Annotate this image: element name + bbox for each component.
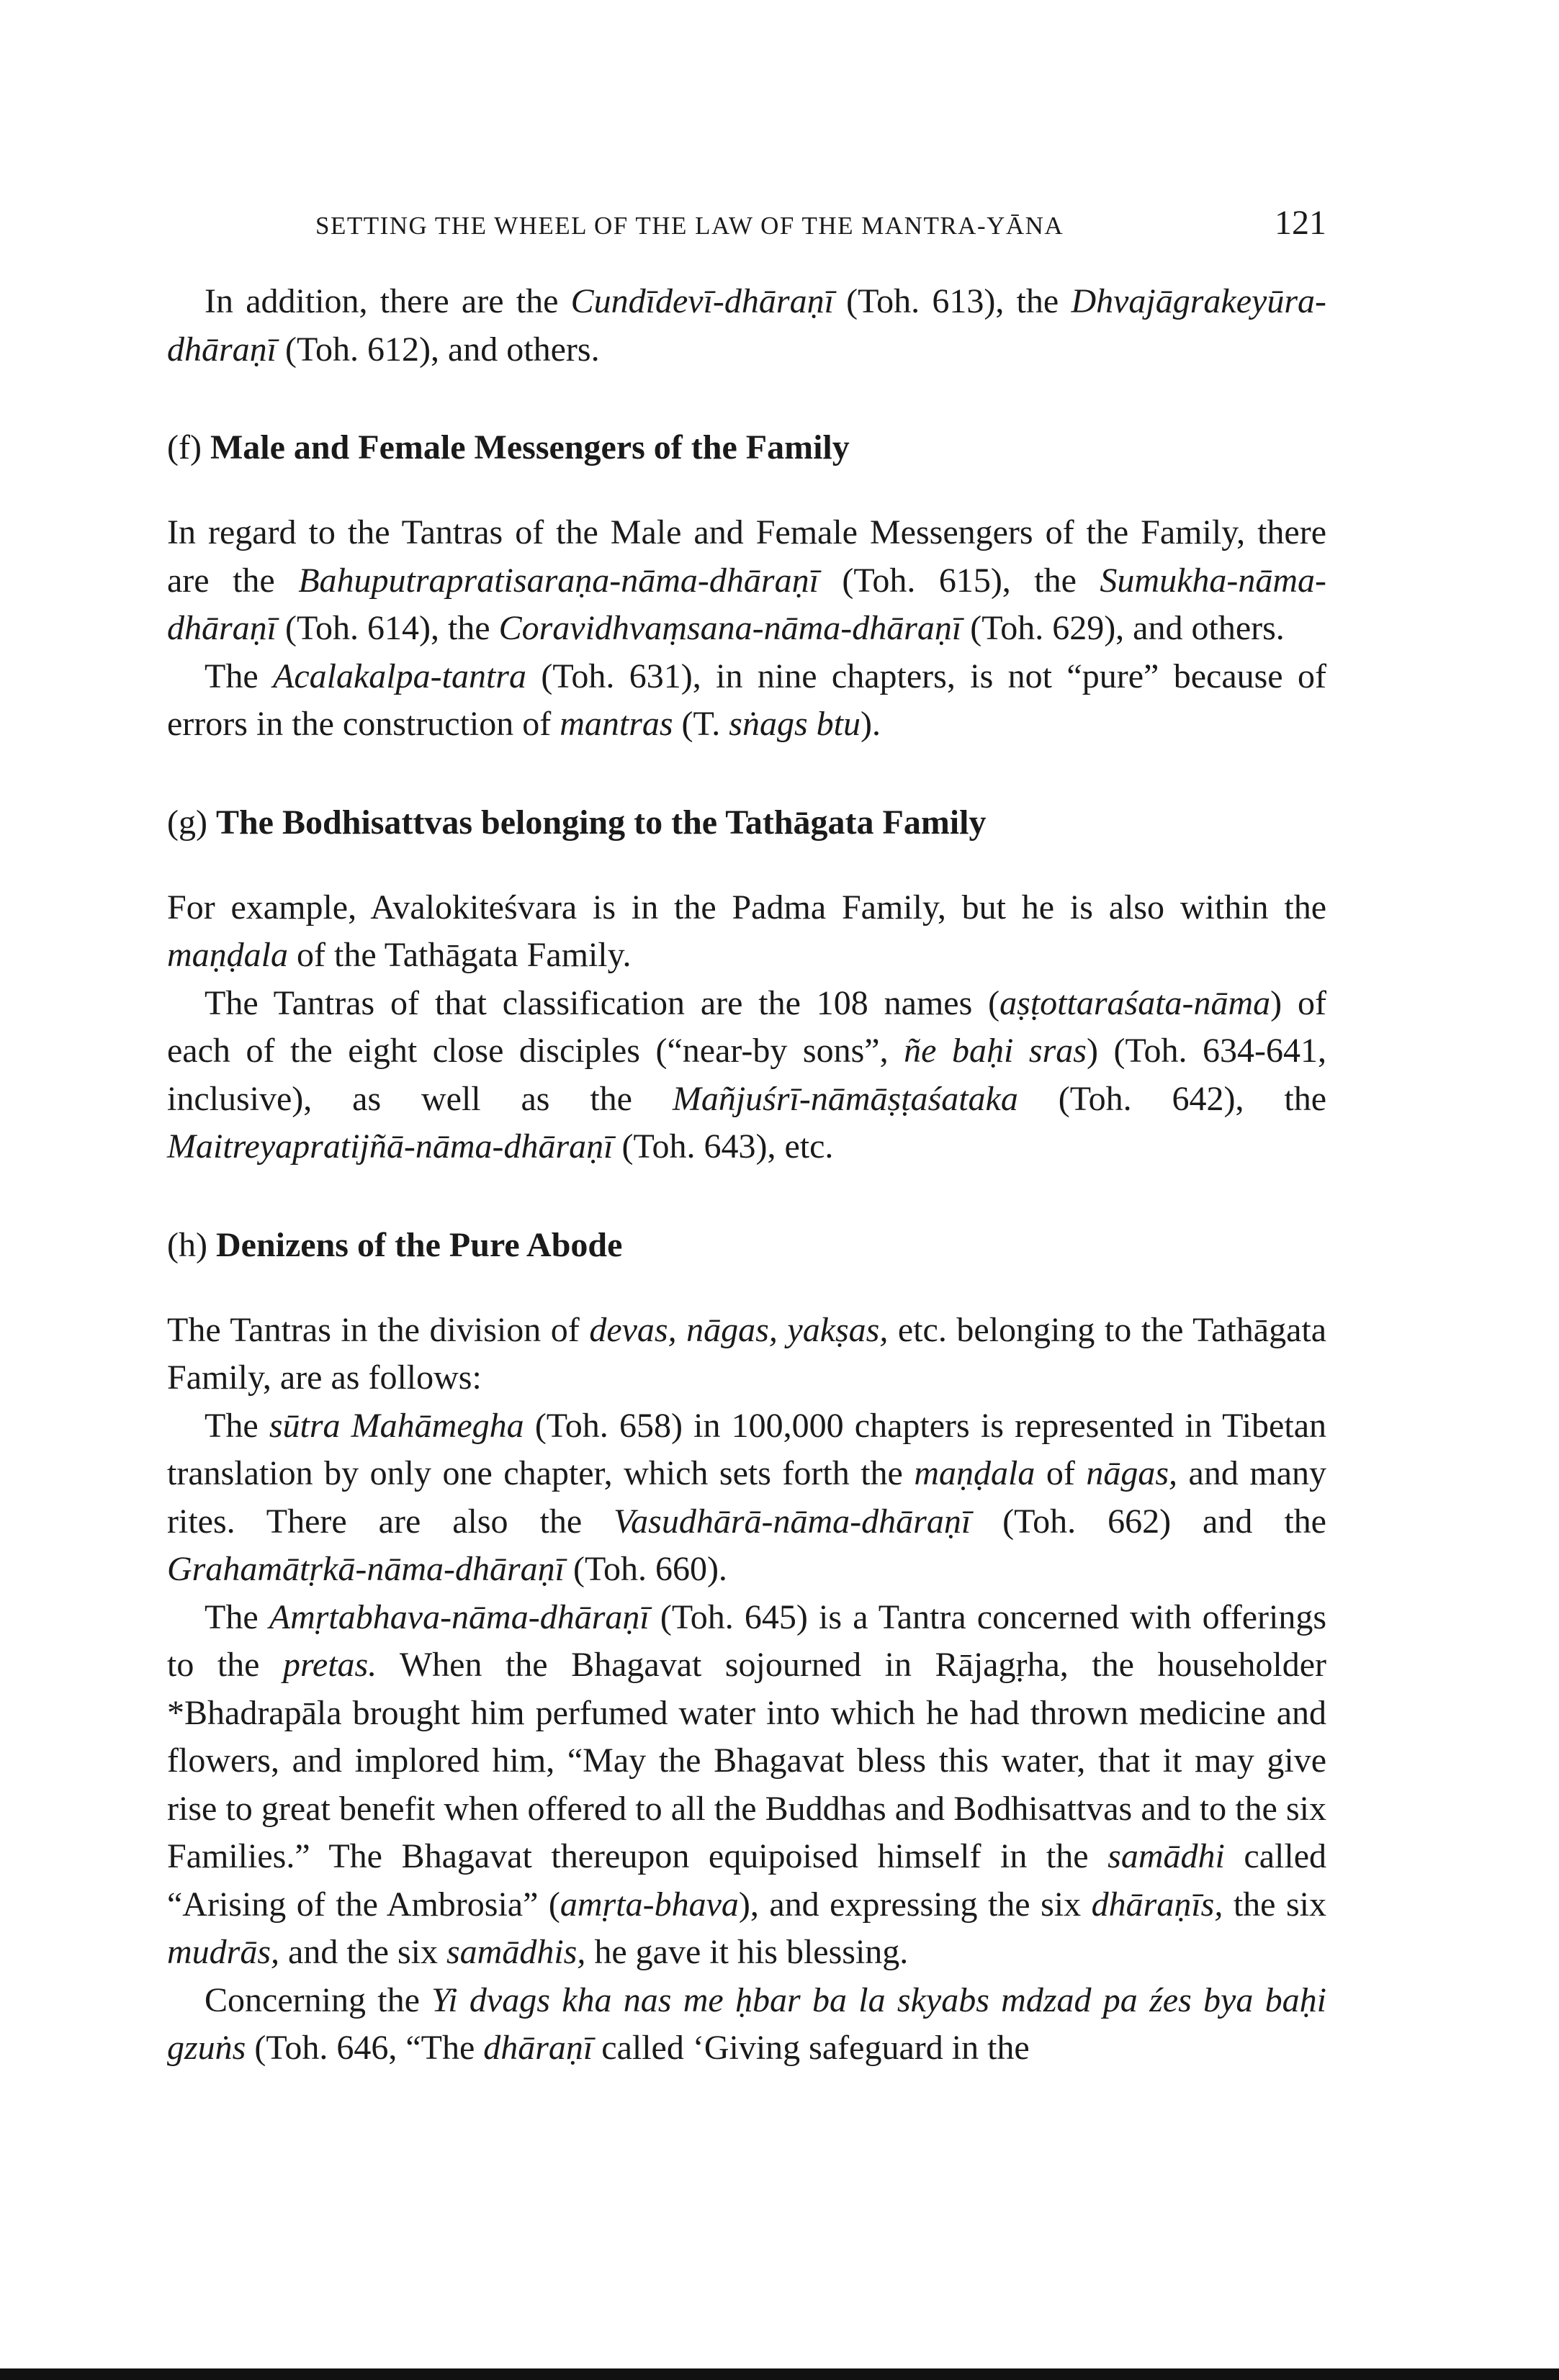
italic-term: dhāraṇīs, (1091, 1885, 1223, 1924)
body-paragraph: The Tantras in the division of devas, nāgas, yakṣas, etc. belonging to the Tathāgata Family, are as follows: (167, 1310, 1327, 1397)
intro-paragraph: In addition, there are the Cundīdevī-dhāraṇī (Toh. 613), the Dhvajāgrakeyūra-dhāraṇī (Toh. 612), and others. (167, 282, 1326, 369)
italic-term: Yi dvags kha nas me ḥbar ba la skyabs mdzad pa źes bya baḥi gzuṅs (167, 1980, 1326, 2067)
italic-term: mudrās, (167, 1933, 280, 1971)
italic-term: mantras (560, 705, 673, 743)
italic-term: nāgas, (1086, 1454, 1178, 1492)
section-title: The Bodhisattvas belonging to the Tathāgata Family (215, 803, 987, 842)
italic-term: samādhi (1108, 1837, 1225, 1875)
italic-term: dhāraṇī (483, 2029, 593, 2067)
italic-term: sūtra Mahāmegha (269, 1406, 524, 1445)
section-label: (h) (167, 1225, 207, 1264)
italic-term: maṇḍala (167, 936, 288, 974)
italic-term: Grahamātṛkā-nāma-dhāraṇī (167, 1550, 565, 1588)
body-paragraph: For example, Avalokiteśvara is in the Padma Family, but he is also within the maṇḍala of the Tathāgata Family. (167, 888, 1326, 974)
section-heading (167, 424, 1326, 472)
body-paragraph: The Amṛtabhava-nāma-dhāraṇī (Toh. 645) is a Tantra concerned with offerings to the pretas. When the Bhagavat sojourned in Rājagṛha, the householder *Bhadrapāla brought him perfumed water into which he had thrown medicine and flowers, and implored him, “May the Bhagavat bless this water, that it may give rise to great benefit when offered to all the Buddhas and Bodhisattvas and to the six Families.” The Bhagavat thereupon equipoised himself in the samādhi called “Arising of the Ambrosia” (amṛta-bhava), and expressing the six dhāraṇīs, the six mudrās, and the six samādhis, he gave it his blessing. (167, 1597, 1327, 1971)
section-title: Denizens of the Pure Abode (215, 1225, 623, 1264)
italic-term: Bahuputrapratisaraṇa-nāma-dhāraṇī (298, 561, 819, 600)
section-label: (g) (167, 803, 207, 842)
running-head (167, 202, 1326, 252)
book-page (167, 202, 1326, 2073)
body-paragraph: The sūtra Mahāmegha (Toh. 658) in 100,000 chapters is represented in Tibetan translation by only one chapter, which sets forth the maṇḍala of nāgas, and many rites. There are also the Vasudhārā-nāma-dhāraṇī (Toh. 662) and the Grahamātṛkā-nāma-dhāraṇī (Toh. 660). (167, 1406, 1327, 1588)
section-title: Male and Female Messengers of the Family (210, 428, 850, 466)
italic-term: Cundīdevī-dhāraṇī (570, 282, 834, 320)
running-title: SETTING THE WHEEL OF THE LAW OF THE MANTRA-YĀNA (315, 212, 1064, 240)
sections-container (167, 424, 1326, 2073)
italic-term: amṛta-bhava (560, 1885, 739, 1924)
italic-term: ñe baḥi sras (904, 1032, 1087, 1070)
scan-bottom-edge (0, 2368, 1559, 2380)
italic-term: Acalakalpa-tantra (273, 657, 526, 695)
italic-term: maṇḍala (914, 1454, 1035, 1492)
italic-term: samādhis, (446, 1933, 586, 1971)
page-number: 121 (1275, 204, 1326, 242)
body-paragraph: Concerning the Yi dvags kha nas me ḥbar ba la skyabs mdzad pa źes bya baḥi gzuṅs (Toh. 646, “The dhāraṇī called ‘Giving safeguard in the (167, 1980, 1326, 2067)
italic-term: Vasudhārā-nāma-dhāraṇī (614, 1502, 971, 1541)
body-paragraph: In regard to the Tantras of the Male and Female Messengers of the Family, there are the Bahuputrapratisaraṇa-nāma-dhāraṇī (Toh. 615), the Sumukha-nāma-dhāraṇī (Toh. 614), the Coravidhvaṃsana-nāma-dhāraṇī (Toh. 629), and others. (167, 513, 1327, 647)
italic-term: aṣṭottaraśata-nāma (999, 983, 1271, 1022)
body-paragraph: The Acalakalpa-tantra (Toh. 631), in nine chapters, is not “pure” because of errors in the construction of mantras (T. sṅags btu). (167, 657, 1326, 743)
italic-term: Sumukha-nāma-dhāraṇī (167, 561, 1327, 647)
italic-term: Maitreyapratijñā-nāma-dhāraṇī (167, 1127, 614, 1166)
italic-term: Amṛtabhava-nāma-dhāraṇī (269, 1597, 650, 1636)
italic-term: sṅags btu (729, 705, 861, 743)
italic-term: pretas. (282, 1646, 377, 1684)
italic-term: devas, nāgas, yakṣas, (589, 1310, 889, 1349)
section-label: (f) (167, 428, 202, 466)
section-heading (167, 1222, 1326, 1269)
italic-term: Coravidhvaṃsana-nāma-dhāraṇī (498, 609, 962, 647)
section-heading (167, 799, 1326, 847)
italic-term: Dhvajāgrakeyūra-dhāraṇī (167, 282, 1326, 369)
italic-term: Mañjuśrī-nāmāṣṭaśataka (672, 1079, 1018, 1118)
body-paragraph: The Tantras of that classification are the 108 names (aṣṭottaraśata-nāma) of each of the eight close disciples (“near-by sons”, ñe baḥi sras) (Toh. 634-641, inclusive), as well as the Mañjuśrī-nāmāṣṭaśataka (Toh. 642), the Maitreyapratijñā-nāma-dhāraṇī (Toh. 643), etc. (167, 983, 1327, 1166)
